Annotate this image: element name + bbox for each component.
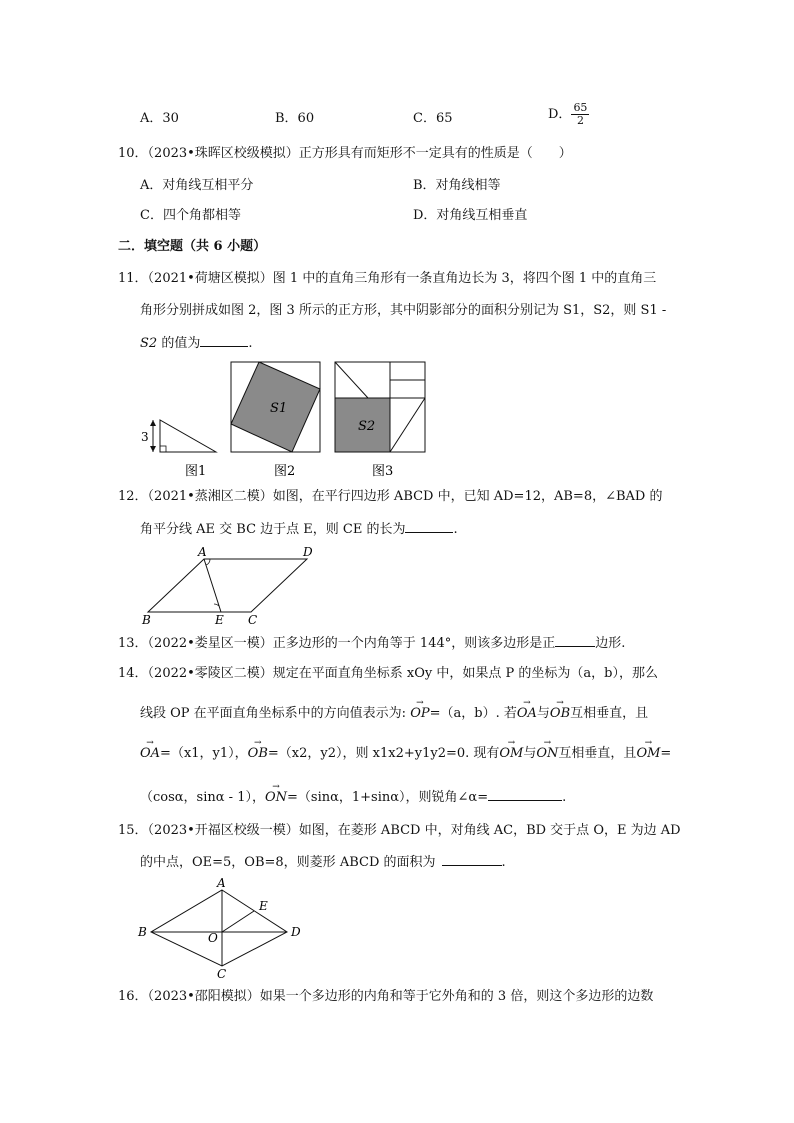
label-d: D [291,925,301,939]
q14-line3-d: 互相垂直，且 [558,746,637,761]
q9-option-b: B．60 [275,111,315,126]
answer-blank[interactable] [405,520,453,533]
q14-line3-c: 与 [523,746,537,761]
q13-text: 13．（2022•娄星区一模）正多边形的一个内角等于 144°，则该多边形是正 [118,636,556,651]
q14-line4 [140,788,566,807]
answer-blank[interactable] [442,853,502,866]
q15-line2-text: 的中点，OE=5，OB=8，则菱形 ABCD 的面积为 [140,855,436,870]
label-b: B [142,613,151,626]
vector-op: → OP [410,705,429,723]
figure-3-square [335,362,425,452]
q10-stem: 10．（2023•珠晖区校级模拟）正方形具有而矩形不一定具有的性质是（ ） [118,146,572,161]
label-e: E [259,899,268,913]
answer-blank[interactable] [555,634,595,647]
vector-oa: → OA [140,745,160,763]
q10-option-b: B．对角线相等 [413,178,501,193]
vector-om: → OM [499,745,523,763]
fraction-numerator: 65 [573,101,588,114]
q13-end: 边形. [595,636,626,651]
q14-line4-end: . [562,790,567,805]
q14-line3-b: =（x2，y2），则 x1x2+y1y2=0. 现有 [267,746,500,761]
q15-line2-end: . [501,855,506,870]
vector-on: → ON [265,789,287,807]
q12-line2-text: 角平分线 AE 交 BC 边于点 E，则 CE 的长为 [140,522,406,537]
q9-option-d-prefix: D． [548,106,572,122]
q11-line3-text: 的值为 [157,336,201,351]
q12-line2 [140,520,458,539]
vector-om: → OM [636,745,660,763]
q9-option-c: C．65 [413,111,453,126]
q11-s2: S2 [140,336,158,351]
q14-line4-b: =（sinα，1+sinα），则锐角∠α= [287,790,489,805]
q14-line2-c: 与 [536,706,550,721]
q14-line2 [140,705,648,723]
label-o: O [208,931,218,945]
q13-line [118,634,625,653]
q9-option-d-fraction [571,102,589,127]
q14-line4-a: （cosα，sinα - 1）， [140,790,265,805]
label-c: C [248,613,258,626]
q12-line2-end: . [453,522,458,537]
q11-figures [138,358,428,480]
q15-line2 [140,853,506,872]
fig2-label: 图2 [274,464,296,479]
vector-ob: → OB [248,745,268,763]
q15-line1: 15．（2023•开福区校级一模）如图，在菱形 ABCD 中，对角线 AC，BD 交于点 O，E 为边 AD [118,823,681,838]
answer-blank[interactable] [200,334,248,347]
label-a: A [217,876,226,890]
label-c: C [217,967,227,980]
label-e: E [215,613,224,626]
q15-rhombus-figure [136,876,311,980]
fig1-side-label: 3 [141,430,149,444]
q11-line3 [140,334,252,353]
q10-option-c: C．四个角都相等 [140,208,241,223]
q11-line2: 角形分别拼成如图 2，图 3 所示的正方形，其中阴影部分的面积分别记为 S1，S2，则 S1 - [140,303,667,318]
q14-line1: 14．（2022•零陵区二模）规定在平面直角坐标系 xOy 中，如果点 P 的坐标为（a，b），那么 [118,666,658,681]
q10-option-a: A．对角线互相平分 [140,178,254,193]
q11-line3-end: . [248,336,253,351]
q14-line3-a: =（x1，y1）， [160,746,248,761]
vector-oa: → OA [517,705,537,723]
q12-parallelogram-figure [138,542,328,626]
fig3-label: 图3 [372,464,394,479]
q11-line1: 11．（2021•荷塘区模拟）图 1 中的直角三角形有一条直角边长为 3，将四个图 1 中的直角三 [118,271,657,286]
q14-line3 [140,745,671,763]
section-heading: 二．填空题（共 6 小题） [118,239,267,254]
q9-option-d [548,102,589,127]
label-d: D [303,545,313,559]
answer-blank[interactable] [488,788,562,801]
vector-ob: → OB [550,705,570,723]
figure-2-square [231,362,320,452]
fig3-area-label: S2 [358,419,376,434]
label-a: A [198,545,207,559]
fraction-denominator: 2 [576,114,584,127]
q12-line1: 12．（2021•蒸湘区二模）如图，在平行四边形 ABCD 中，已知 AD=12，AB=8，∠BAD 的 [118,489,663,504]
fig1-label: 图1 [185,464,207,479]
q10-option-d: D．对角线互相垂直 [413,208,528,223]
q14-line2-a: 线段 OP 在平面直角坐标系中的方向值表示为: [140,706,407,721]
vector-on: → ON [536,745,558,763]
fig2-area-label: S1 [270,401,288,416]
q14-line2-b: =（a，b）. 若 [429,706,517,721]
label-b: B [138,925,147,939]
q14-line2-d: 互相垂直，且 [570,706,649,721]
q9-option-a: A．30 [140,111,179,126]
figure-1-right-triangle [141,420,216,452]
q16-line1: 16．（2023•邵阳模拟）如果一个多边形的内角和等于它外角和的 3 倍，则这个多边形的边数 [118,989,654,1004]
q14-line3-e: = [660,746,672,761]
